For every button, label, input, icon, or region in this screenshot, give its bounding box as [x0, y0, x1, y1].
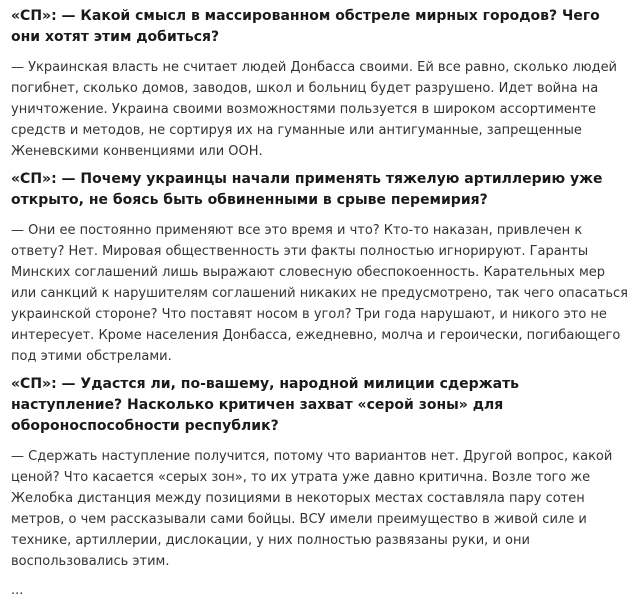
question-3: «СП»: — Удастся ли, по-вашему, народной милиции сдержать наступление? Насколько критичен захват «серой зоны» для обороноспособности республик?	[11, 376, 520, 434]
answer-1: — Украинская власть не считает людей Донбасса своими. Ей все равно, сколько людей погибнет, сколько домов, заводов, школ и больниц будет разрушено. Идет война на уничтожение. Украина своими возможностями пользуется в широком ассортименте средств и методов, не сортируя их на гуманные или антигуманные, запрещенные Женевскими конвенциями или ООН.	[11, 60, 618, 159]
question-2: «СП»: — Почему украинцы начали применять тяжелую артиллерию уже открыто, не боясь быть обвиненными в срыве перемирия?	[11, 171, 603, 208]
answer-3: — Сдержать наступление получится, потому что вариантов нет. Другой вопрос, какой ценой? Что касается «серых зон», то их утрата уже давно критична. Возле того же Желобка дистанция между позициями в некоторых местах составляла пару сотен метров, о чем рассказывали сами бойцы. ВСУ имели преимущество в живой силе и технике, артиллерии, дислокации, у них полностью развязаны руки, и они воспользовались этим.	[11, 449, 613, 569]
qa-block-3	[11, 374, 632, 572]
answer-2: — Они ее постоянно применяют все это время и что? Кто-то наказан, привлечен к ответу? Нет. Мировая общественность эти факты полностью игнорируют. Гаранты Минских соглашений лишь выражают словесную обеспокоенность. Карательных мер или санкций к нарушителям соглашений никаких не предусмотрено, так чего опасаться украинской стороне? Что поставят носом в угол? Три года нарушают, и никого это не интересует. Кроме населения Донбасса, ежедневно, молча и героически, погибающего под этими обстрелами.	[11, 223, 628, 364]
continuation-ellipsis: ...	[11, 583, 24, 598]
qa-block-1	[11, 6, 632, 162]
qa-block-2	[11, 169, 632, 367]
question-1: «СП»: — Какой смысл в массированном обстреле мирных городов? Чего они хотят этим добиться?	[11, 8, 600, 45]
